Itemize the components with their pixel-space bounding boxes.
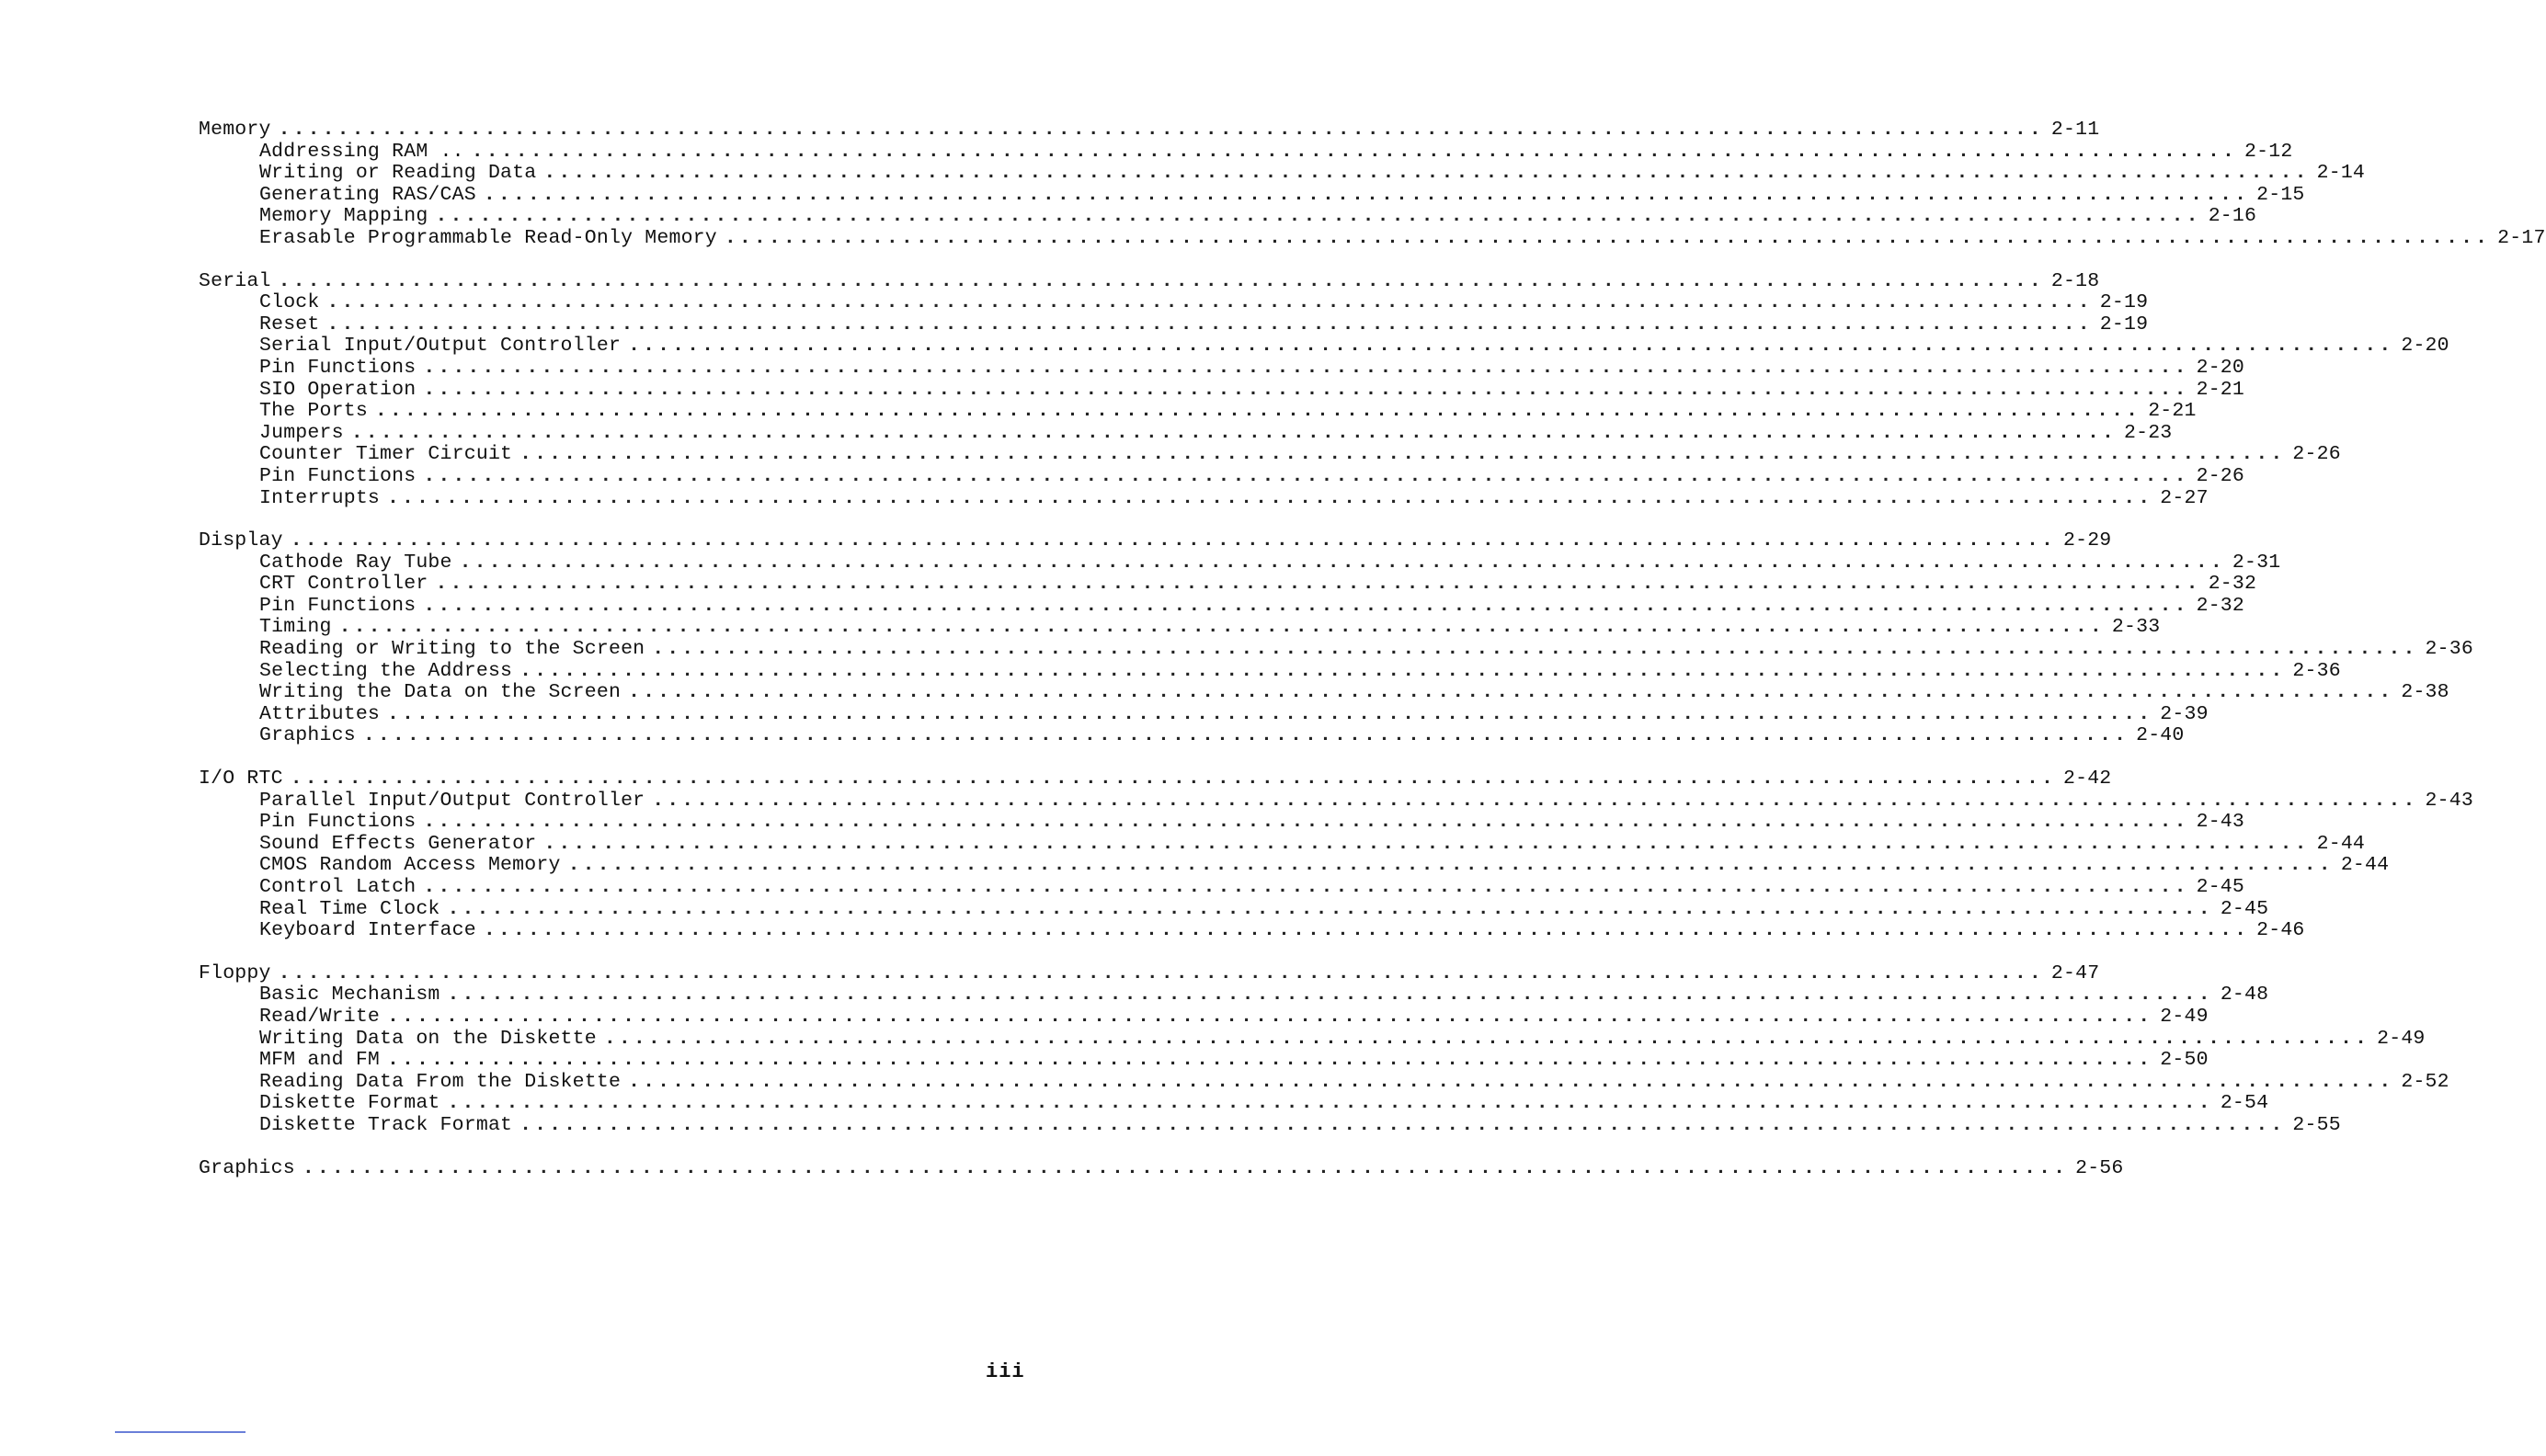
toc-entry-page: 2-26 [2292, 443, 2341, 466]
dot-leader: ........................................................................................................................ [423, 464, 2189, 487]
toc-subentry [199, 291, 2149, 314]
toc-entry-page: 2-36 [2425, 638, 2473, 661]
dot-leader: ........................................................................................................................ [471, 140, 2238, 163]
toc-entry-title: Jumpers [259, 421, 344, 444]
dot-leader: ........................................................................................................................ [628, 1070, 2394, 1093]
toc-entry-page: 2-43 [2425, 789, 2473, 812]
toc-subentry [199, 876, 2245, 899]
toc-entry-title: Clock [259, 291, 320, 314]
toc-entry-page: 2-11 [2050, 119, 2100, 141]
toc-subentry [199, 356, 2245, 380]
dot-leader: ........................................................................................................................ [338, 616, 2105, 639]
toc-entry-page: 2-39 [2160, 702, 2209, 725]
toc-subentry [199, 551, 2281, 574]
toc-entry-page: 2-55 [2292, 1113, 2341, 1136]
toc-entry-title: Control Latch [259, 876, 417, 898]
toc-subentry [199, 573, 2257, 596]
dot-leader: ........................................................................................................................ [628, 335, 2394, 358]
dot-leader: ........................................................................................................................ [483, 183, 2250, 206]
toc-entry-page: 2-56 [2075, 1156, 2124, 1179]
toc-entry-title: Serial Input/Output Controller [259, 335, 622, 358]
toc-entry-page: 2-31 [2232, 551, 2281, 574]
toc-entry-page: 2-14 [2316, 162, 2366, 185]
toc-subentry [199, 1070, 2449, 1094]
toc-subentry [199, 919, 2305, 942]
toc-entry-title: Memory Mapping [259, 205, 428, 228]
toc-subentry [199, 140, 2293, 164]
toc-entry-title: Floppy [199, 961, 271, 984]
toc-entry-title: Writing or Reading Data [259, 162, 537, 185]
toc-entry-page: 2-54 [2220, 1092, 2269, 1115]
toc-entry-title: Selecting the Address [259, 659, 513, 682]
dot-leader: ........................................................................................................................ [628, 681, 2394, 704]
toc-entry-page: 2-23 [2123, 421, 2173, 444]
toc-subentry [199, 724, 2185, 747]
toc-subentry [199, 1049, 2209, 1072]
dot-leader: ........................................................................................................................ [543, 162, 2310, 185]
toc-subentry [199, 897, 2269, 921]
toc-entry-title: Graphics [259, 724, 356, 747]
dot-leader: ........................................................................................................................ [290, 768, 2056, 791]
dot-leader: ........................................................................................................................ [483, 919, 2250, 942]
toc-subentry [199, 1005, 2209, 1029]
toc-entry-page: 2-32 [2208, 573, 2257, 596]
toc-entry-title: Diskette Format [259, 1092, 440, 1115]
toc-entry-title: Keyboard Interface [259, 919, 476, 942]
toc-subentry [199, 984, 2269, 1007]
toc-subentry [199, 464, 2245, 488]
dot-leader: ........................................................................................................................ [350, 421, 2117, 444]
dot-leader: ........................................................................................................................ [423, 378, 2189, 401]
dot-leader: ........................................................................................................................ [387, 486, 2153, 509]
toc-subentry [199, 811, 2245, 834]
page-number: iii [986, 1360, 1025, 1383]
toc-entry-page: 2-45 [2220, 897, 2269, 920]
dot-leader: ........................................................................................................................ [459, 551, 2225, 574]
dot-leader: ........................................................................................................................ [543, 832, 2310, 855]
toc-entry-page: 2-49 [2377, 1027, 2426, 1050]
dot-leader: ........................................................................................................................ [278, 119, 2044, 141]
toc-entry-page: 2-38 [2401, 681, 2449, 704]
dot-leader: ........................................................................................................................ [447, 984, 2213, 1007]
toc-entry-title: Read/Write [259, 1005, 381, 1028]
dot-leader: ........................................................................................................................ [423, 811, 2189, 834]
toc-entry-title: Display [199, 529, 283, 552]
toc-entry-page: 2-50 [2160, 1049, 2209, 1072]
toc-section-heading [199, 529, 2112, 552]
dot-leader: ........................................................................................................................ [326, 291, 2093, 314]
toc-section-heading [199, 961, 2100, 985]
toc-entry-page: 2-45 [2196, 876, 2245, 898]
toc-entry-title: Reset [259, 313, 320, 336]
toc-subentry [199, 702, 2209, 726]
toc-subentry [199, 313, 2149, 336]
toc-entry-page: 2-27 [2160, 486, 2209, 509]
toc-entry-title: Writing Data on the Diskette [259, 1027, 597, 1050]
toc-entry-title: Reading or Writing to the Screen [259, 638, 645, 661]
dot-leader: ........................................................................................................................ [290, 529, 2056, 552]
toc-subentry [199, 205, 2257, 228]
toc-entry-page: 2-29 [2062, 529, 2112, 552]
toc-subentry [199, 659, 2341, 683]
toc-subentry [199, 162, 2366, 185]
toc-entry-title: Addressing RAM .. [259, 140, 464, 163]
dot-leader: ........................................................................................................................ [387, 702, 2153, 725]
toc-entry-page: 2-19 [2099, 313, 2149, 336]
toc-section-heading [199, 1156, 2124, 1180]
toc-entry-page: 2-26 [2196, 464, 2245, 487]
dot-leader: ........................................................................................................................ [423, 356, 2189, 379]
toc-subentry [199, 335, 2449, 358]
toc-subentry [199, 443, 2341, 466]
toc-entry-title: CMOS Random Access Memory [259, 854, 561, 877]
dot-leader: ........................................................................................................................ [278, 269, 2044, 292]
toc-entry-page: 2-47 [2050, 961, 2100, 984]
toc-section [199, 768, 2473, 942]
toc-entry-title: Pin Functions [259, 356, 417, 379]
toc-entry-title: The Ports [259, 400, 368, 423]
toc-entry-title: Generating RAS/CAS [259, 183, 476, 206]
dot-leader: ........................................................................................................................ [447, 1092, 2213, 1115]
toc-entry-title: SIO Operation [259, 378, 417, 401]
toc-section [199, 1156, 2124, 1180]
dot-leader: ........................................................................................................................ [447, 897, 2213, 920]
toc-entry-page: 2-33 [2111, 616, 2161, 639]
toc-entry-title: Diskette Track Format [259, 1113, 513, 1136]
toc-entry-page: 2-48 [2220, 984, 2269, 1007]
toc-subentry [199, 681, 2449, 704]
toc-subentry [199, 400, 2197, 423]
toc-entry-page: 2-46 [2256, 919, 2305, 942]
toc-subentry [199, 183, 2305, 207]
dot-leader: ........................................................................................................................ [278, 961, 2044, 984]
toc-entry-title: Cathode Ray Tube [259, 551, 452, 574]
toc-section-heading [199, 119, 2100, 142]
toc-subentry [199, 616, 2161, 639]
toc-entry-title: Parallel Input/Output Controller [259, 789, 645, 812]
toc-entry-title: Graphics [199, 1156, 295, 1179]
footer-rule [115, 1431, 245, 1433]
toc-entry-title: Sound Effects Generator [259, 832, 537, 855]
dot-leader: ........................................................................................................................ [435, 573, 2201, 596]
dot-leader: ........................................................................................................................ [519, 443, 2286, 466]
dot-leader: ........................................................................................................................ [302, 1156, 2069, 1179]
toc-entry-title: Memory [199, 119, 271, 141]
toc-entry-page: 2-44 [2340, 854, 2390, 877]
toc-section-heading [199, 768, 2112, 791]
dot-leader: ........................................................................................................................ [567, 854, 2334, 877]
toc-entry-title: Pin Functions [259, 464, 417, 487]
toc-subentry [199, 832, 2366, 856]
toc-subentry [199, 1092, 2269, 1115]
toc-entry-title: Timing [259, 616, 332, 639]
dot-leader: ........................................................................................................................ [423, 876, 2189, 898]
toc-entry-page: 2-17 [2497, 226, 2546, 249]
toc-entry-title: Real Time Clock [259, 897, 440, 920]
toc-section-heading [199, 269, 2100, 293]
dot-leader: ........................................................................................................................ [387, 1005, 2153, 1028]
toc-entry-title: Attributes [259, 702, 381, 725]
toc-entry-page: 2-43 [2196, 811, 2245, 834]
dot-leader: ........................................................................................................................ [326, 313, 2093, 336]
toc-entry-page: 2-49 [2160, 1005, 2209, 1028]
toc-subentry [199, 854, 2390, 877]
dot-leader: ........................................................................................................................ [603, 1027, 2370, 1050]
toc-section [199, 961, 2449, 1137]
dot-leader: ........................................................................................................................ [423, 594, 2189, 617]
toc-entry-page: 2-52 [2401, 1070, 2449, 1093]
toc-entry-page: 2-32 [2196, 594, 2245, 617]
toc-entry-page: 2-20 [2196, 356, 2245, 379]
toc-entry-title: Basic Mechanism [259, 984, 440, 1007]
toc-entry-title: Reading Data From the Diskette [259, 1070, 622, 1093]
toc-entry-page: 2-20 [2401, 335, 2449, 358]
toc-entry-title: Interrupts [259, 486, 381, 509]
toc-subentry [199, 789, 2473, 813]
toc-section [199, 119, 2546, 250]
toc-entry-title: CRT Controller [259, 573, 428, 596]
toc-entry-title: Serial [199, 269, 271, 292]
dot-leader: ........................................................................................................................ [519, 1113, 2286, 1136]
toc-entry-page: 2-42 [2062, 768, 2112, 791]
toc-entry-title: MFM and FM [259, 1049, 381, 1072]
dot-leader: ........................................................................................................................ [652, 789, 2418, 812]
toc-subentry [199, 1113, 2341, 1137]
toc-entry-page: 2-19 [2099, 291, 2149, 314]
toc-entry-title: Counter Timer Circuit [259, 443, 513, 466]
dot-leader: ........................................................................................................................ [362, 724, 2129, 747]
toc-entry-page: 2-44 [2316, 832, 2366, 855]
toc-subentry [199, 594, 2245, 618]
toc-subentry [199, 1027, 2426, 1051]
table-of-contents [199, 119, 2546, 1200]
dot-leader: ........................................................................................................................ [435, 205, 2201, 228]
toc-entry-page: 2-21 [2148, 400, 2197, 423]
toc-entry-page: 2-16 [2208, 205, 2257, 228]
dot-leader: ........................................................................................................................ [724, 226, 2491, 249]
toc-subentry [199, 486, 2209, 510]
toc-subentry [199, 421, 2173, 445]
toc-subentry [199, 638, 2473, 661]
dot-leader: ........................................................................................................................ [387, 1049, 2153, 1072]
toc-entry-page: 2-18 [2050, 269, 2100, 292]
toc-entry-page: 2-40 [2136, 724, 2185, 747]
toc-entry-title: Pin Functions [259, 811, 417, 834]
toc-entry-title: Pin Functions [259, 594, 417, 617]
toc-subentry [199, 378, 2245, 402]
toc-entry-page: 2-21 [2196, 378, 2245, 401]
dot-leader: ........................................................................................................................ [652, 638, 2418, 661]
dot-leader: ........................................................................................................................ [519, 659, 2286, 682]
toc-section [199, 269, 2449, 510]
toc-section [199, 529, 2473, 747]
toc-entry-page: 2-12 [2244, 140, 2293, 163]
toc-entry-title: Erasable Programmable Read-Only Memory [259, 226, 717, 249]
dot-leader: ........................................................................................................................ [374, 400, 2141, 423]
toc-entry-page: 2-36 [2292, 659, 2341, 682]
toc-entry-title: Writing the Data on the Screen [259, 681, 622, 704]
toc-entry-title: I/O RTC [199, 768, 283, 791]
toc-entry-page: 2-15 [2256, 183, 2305, 206]
toc-subentry [199, 226, 2546, 250]
